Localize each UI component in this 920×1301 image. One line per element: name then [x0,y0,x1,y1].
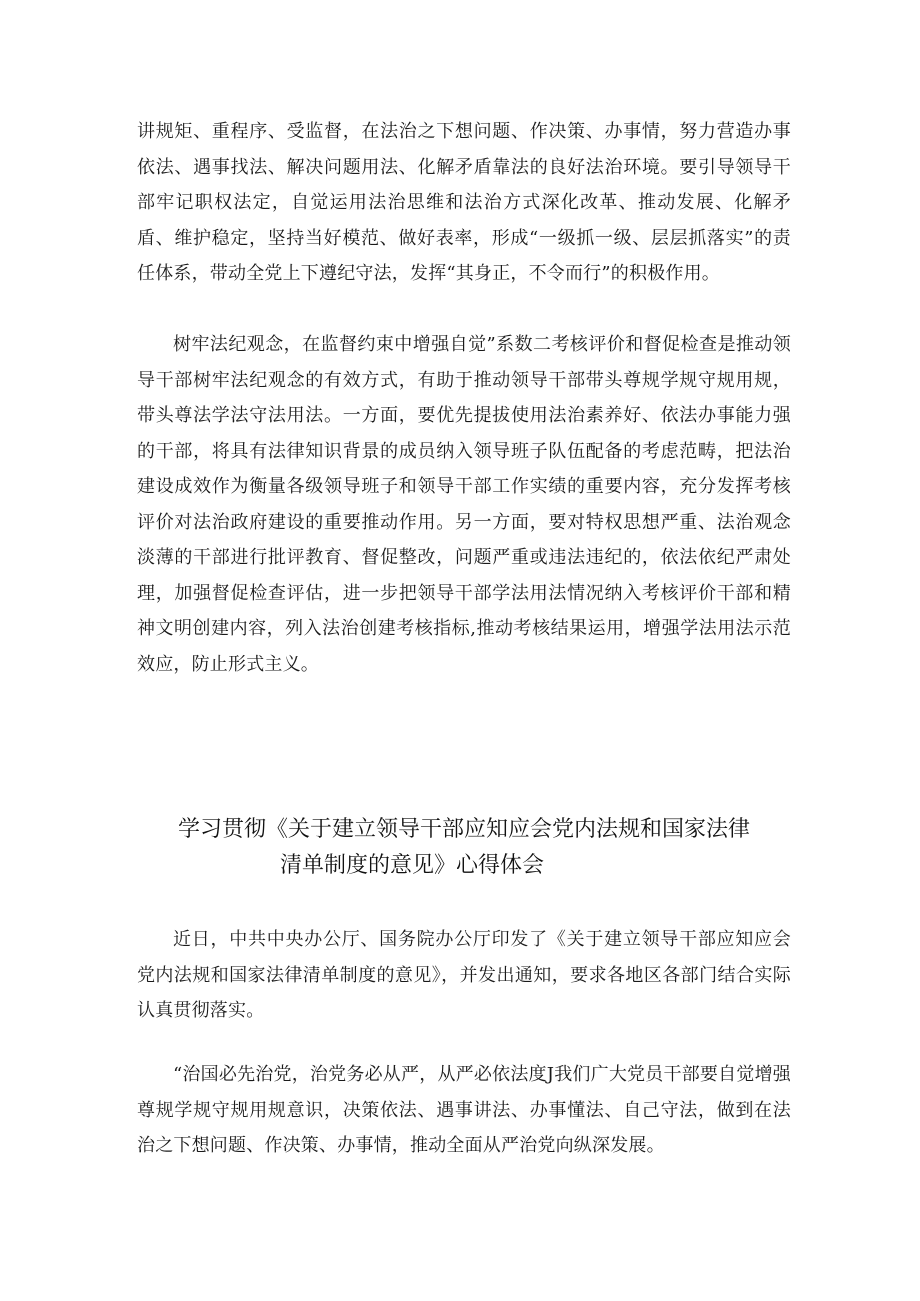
paragraph-intro: 近日，中共中央办公厅、国务院办公厅印发了《关于建立领导干部应知应会党内法规和国家法律清单制度的意见》，并发出通知，要求各地区各部门结合实际认真贯彻落实。 [137,929,791,1021]
article-title-line-1: 学习贯彻《关于建立领导干部应知应会党内法规和国家法律 [178,817,751,842]
paragraph-legal-discipline: 树牢法纪观念，在监督约束中增强自觉”系数二考核评价和督促检查是推动领导干部树牢法纪观念的有效方式，有助于推动领导干部带头尊规学规守规用规，带头尊法学法守法用法。一方面，要优先提拔使用法治素养好、依法办事能力强的干部，将具有法律知识背景的成员纳入领导班子队伍配备的考虑范畴，把法治建设成效作为衡量各级领导班子和领导干部工作实绩的重要内容，充分发挥考核评价对法治政府建设的重要推动作用。另一方面，要对特权思想严重、法治观念淡薄的干部进行批评教育、督促整改，问题严重或违法违纪的，依法依纪严肃处理，加强督促检查评估，进一步把领导干部学法用法情况纳入考核评价干部和精神文明创建内容，列入法治创建考核指标,推动考核结果运用，增强学法用法示范效应，防止形式主义。 [137,334,791,675]
paragraph-quote: “治国必先治党，治党务必从严，从严必依法度J我们广大党员干部要自觉增强尊规学规守规用规意识，决策依法、遇事讲法、办事懂法、自己守法，做到在法治之下想问题、作决策、办事情，推动全面从严治党向纵深发展。 [137,1064,791,1156]
article-title-line-2: 清单制度的意见》心得体会 [280,853,545,878]
paragraph-continuation: 讲规矩、重程序、受监督，在法治之下想问题、作决策、办事情，努力营造办事依法、遇事找法、解决问题用法、化解矛盾靠法的良好法治环境。要引导领导干部牢记职权法定，自觉运用法治思维和法治方式深化改革、推动发展、化解矛盾、维护稳定，坚持当好模范、做好表率，形成“一级抓一级、层层抓落实”的责任体系，带动全党上下遵纪守法，发挥“其身正，不令而行”的积极作用。 [137,121,791,284]
article-title [137,812,791,884]
